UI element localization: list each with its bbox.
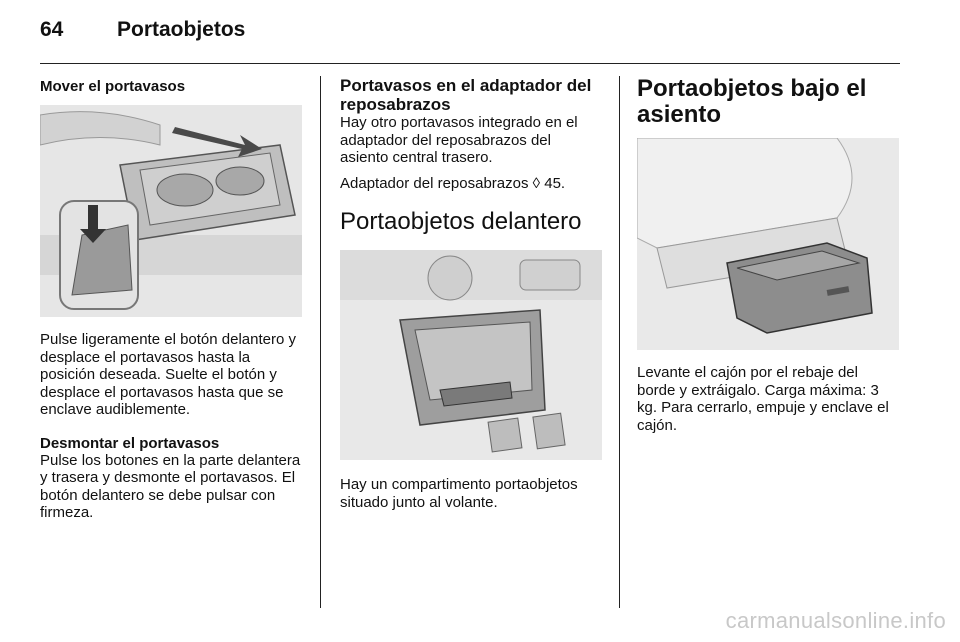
under-seat-figure xyxy=(637,138,899,350)
watermark: carmanualsonline.info xyxy=(725,608,946,633)
subheading-move-cupholder: Mover el portavasos xyxy=(40,78,186,95)
subheading-armrest-cupholder: Portavasos en el adaptador del reposabrazos xyxy=(340,76,592,114)
column-divider-left xyxy=(320,76,321,608)
move-instructions: Pulse ligeramente el botón delantero y desplace el portavasos hasta la posición deseada. Suelte el botón y desplace el portavasos hasta que se enclave audiblemente. xyxy=(40,331,296,418)
column-front-storage xyxy=(340,76,602,511)
armrest-description: Hay otro portavasos integrado en el adaptador del reposabrazos del asiento central trasero. xyxy=(340,114,578,166)
reference-text: Adaptador del reposabrazos xyxy=(340,174,529,192)
page-title: Portaobjetos xyxy=(117,18,246,41)
cupholder-figure xyxy=(40,105,302,317)
remove-instructions: Pulse los botones en la parte delantera y trasera y desmonte el portavasos. El botón delantero se debe pulsar con firmeza. xyxy=(40,451,301,521)
page-number: 64 xyxy=(40,18,64,41)
column-cupholder xyxy=(40,76,302,522)
subheading-remove-cupholder: Desmontar el portavasos xyxy=(40,434,220,452)
under-seat-instructions: Levante el cajón por el rebaje del borde y extráigalo. Carga máxima: 3 kg. Para cerrarlo, empuje y enclave el cajón. xyxy=(637,364,889,434)
front-storage-description: Hay un compartimento portaobjetos situado junto al volante. xyxy=(340,476,578,511)
reference-page: 45. xyxy=(544,174,566,192)
heading-under-seat: Portaobjetos bajo el asiento xyxy=(637,75,867,128)
heading-front-storage: Portaobjetos delantero xyxy=(340,208,582,235)
header-rule xyxy=(40,63,900,64)
column-under-seat xyxy=(637,76,899,434)
front-storage-figure xyxy=(340,250,602,460)
column-divider-right xyxy=(619,76,620,608)
armrest-reference xyxy=(340,175,602,193)
reference-symbol: ◊ xyxy=(532,174,541,192)
